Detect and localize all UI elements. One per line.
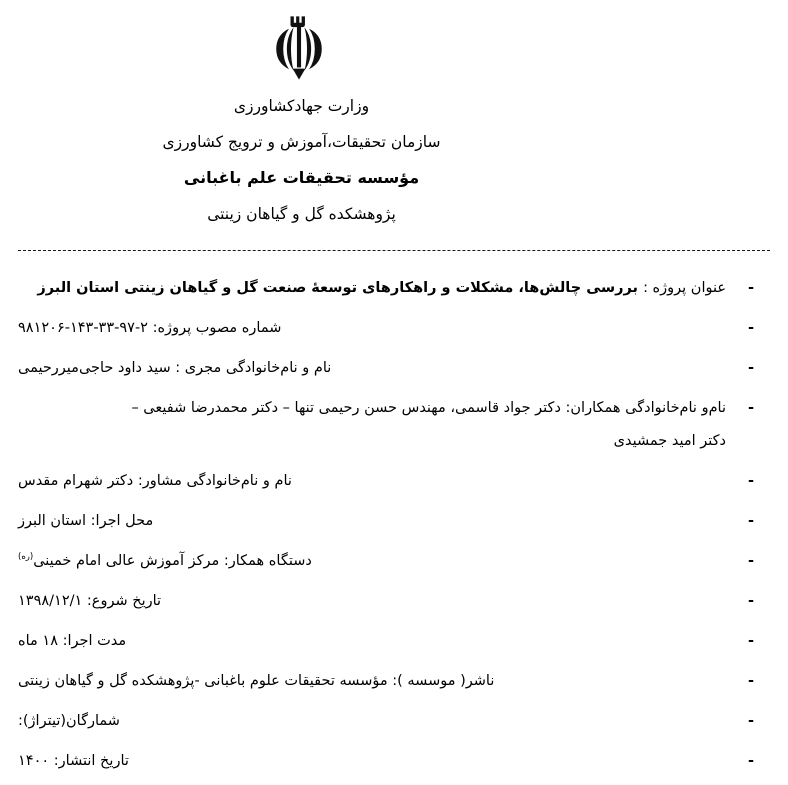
project-title-value: بررسی چالش‌ها، مشکلات و راهکارهای توسعۀ صنعت گل و گیاهان زینتی استان البرز: [37, 280, 638, 296]
organization-line: سازمان تحقیقات،آموزش و ترویج کشاورزی: [162, 133, 441, 151]
start-date-label: تاریخ شروع:: [86, 593, 162, 609]
list-item-publisher: [18, 665, 758, 698]
bullet-dash-icon: -: [747, 553, 755, 569]
partner-organization-value: مرکز آموزش عالی امام خمینی: [33, 553, 220, 569]
executor-name-body: [18, 352, 732, 385]
executor-name-value: سید داود حاجی‌میررحیمی: [18, 360, 171, 376]
bullet-dash-icon: -: [747, 713, 755, 729]
list-item-start-date: [18, 585, 758, 618]
project-info-list: [0, 272, 788, 785]
approved-project-number-label: شماره مصوب پروژه:: [152, 320, 282, 336]
list-item-executor-name: [18, 352, 758, 385]
advisor-name-value: دکتر شهرام مقدس: [18, 473, 134, 489]
bullet-dash-icon: -: [747, 593, 755, 609]
list-item-project-title: [18, 272, 758, 305]
approved-project-number-body: [18, 312, 732, 345]
execution-location-value: استان البرز: [18, 513, 87, 529]
execution-duration-value: ۱۸ ماه: [18, 633, 58, 649]
project-title-label: عنوان پروژه :: [643, 280, 726, 296]
executor-name-label: نام و نام‌خانوادگی مجری :: [175, 360, 332, 376]
bullet-dash-icon: -: [747, 473, 755, 489]
execution-location-body: [18, 505, 732, 538]
ministry-line: وزارت جهادکشاورزی: [233, 97, 370, 115]
bullet-dash-icon: -: [747, 400, 755, 416]
publication-date-label: تاریخ انتشار:: [53, 753, 129, 769]
execution-duration-body: [18, 625, 732, 658]
bullet-dash-icon: -: [747, 360, 755, 376]
publication-date-value: ۱۴۰۰: [18, 753, 50, 769]
bullet-dash-icon: -: [747, 673, 755, 689]
list-item-collaborators-names: [18, 392, 758, 458]
list-item-advisor-name: [18, 465, 758, 498]
circulation-label: شمارگان(تیتراژ):: [18, 713, 120, 729]
execution-location-label: محل اجرا:: [90, 513, 154, 529]
list-item-circulation: [18, 705, 758, 738]
honorific-superscript: (ره): [18, 552, 34, 563]
collaborators-names-continuation: دکتر امید جمشیدی: [613, 433, 726, 449]
emblem-of-iran-icon: [268, 14, 330, 82]
partner-organization-body: [18, 545, 732, 578]
collaborators-names-body: [18, 392, 732, 425]
research-center-line: پژوهشکده گل و گیاهان زینتی: [207, 205, 396, 223]
list-item-execution-duration: [18, 625, 758, 658]
header-block: [0, 88, 788, 232]
start-date-body: [18, 585, 732, 618]
publisher-body: [18, 665, 732, 698]
project-title-body: [18, 272, 732, 305]
list-item-publication-date: [18, 745, 758, 778]
dashed-divider: [18, 250, 770, 251]
approved-project-number-value: ۹۸۱۲۰۶-۱۴۳-۳۳-۹۷-۲: [18, 320, 148, 336]
bullet-dash-icon: -: [747, 753, 755, 769]
bullet-dash-icon: -: [747, 513, 755, 529]
publication-date-body: [18, 745, 732, 778]
advisor-name-body: [18, 465, 732, 498]
partner-organization-label: دستگاه همکار:: [223, 553, 312, 569]
start-date-value: ۱۳۹۸/۱۲/۱: [18, 593, 83, 609]
institute-line: مؤسسه تحقیقات علم باغبانی: [183, 168, 420, 187]
bullet-dash-icon: -: [747, 633, 755, 649]
collaborators-names-label: نام‌و نام‌خانوادگی همکاران:: [565, 400, 726, 416]
list-item-partner-organization: [18, 545, 758, 578]
list-item-approved-project-number: [18, 312, 758, 345]
emblem-container: [0, 14, 788, 82]
advisor-name-label: نام و نام‌خانوادگی مشاور:: [137, 473, 292, 489]
bullet-dash-icon: -: [747, 320, 755, 336]
collaborators-names-value: دکتر جواد قاسمی، مهندس حسن رحیمی تنها – دکتر محمدرضا شفیعی –: [131, 400, 561, 416]
circulation-body: [18, 705, 732, 738]
execution-duration-label: مدت اجرا:: [62, 633, 127, 649]
publisher-label: ناشر( موسسه ):: [392, 673, 495, 689]
list-item-execution-location: [18, 505, 758, 538]
publisher-value: مؤسسه تحقیقات علوم باغبانی -پژوهشکده گل و گیاهان زینتی: [18, 673, 388, 689]
bullet-dash-icon: -: [747, 280, 755, 296]
